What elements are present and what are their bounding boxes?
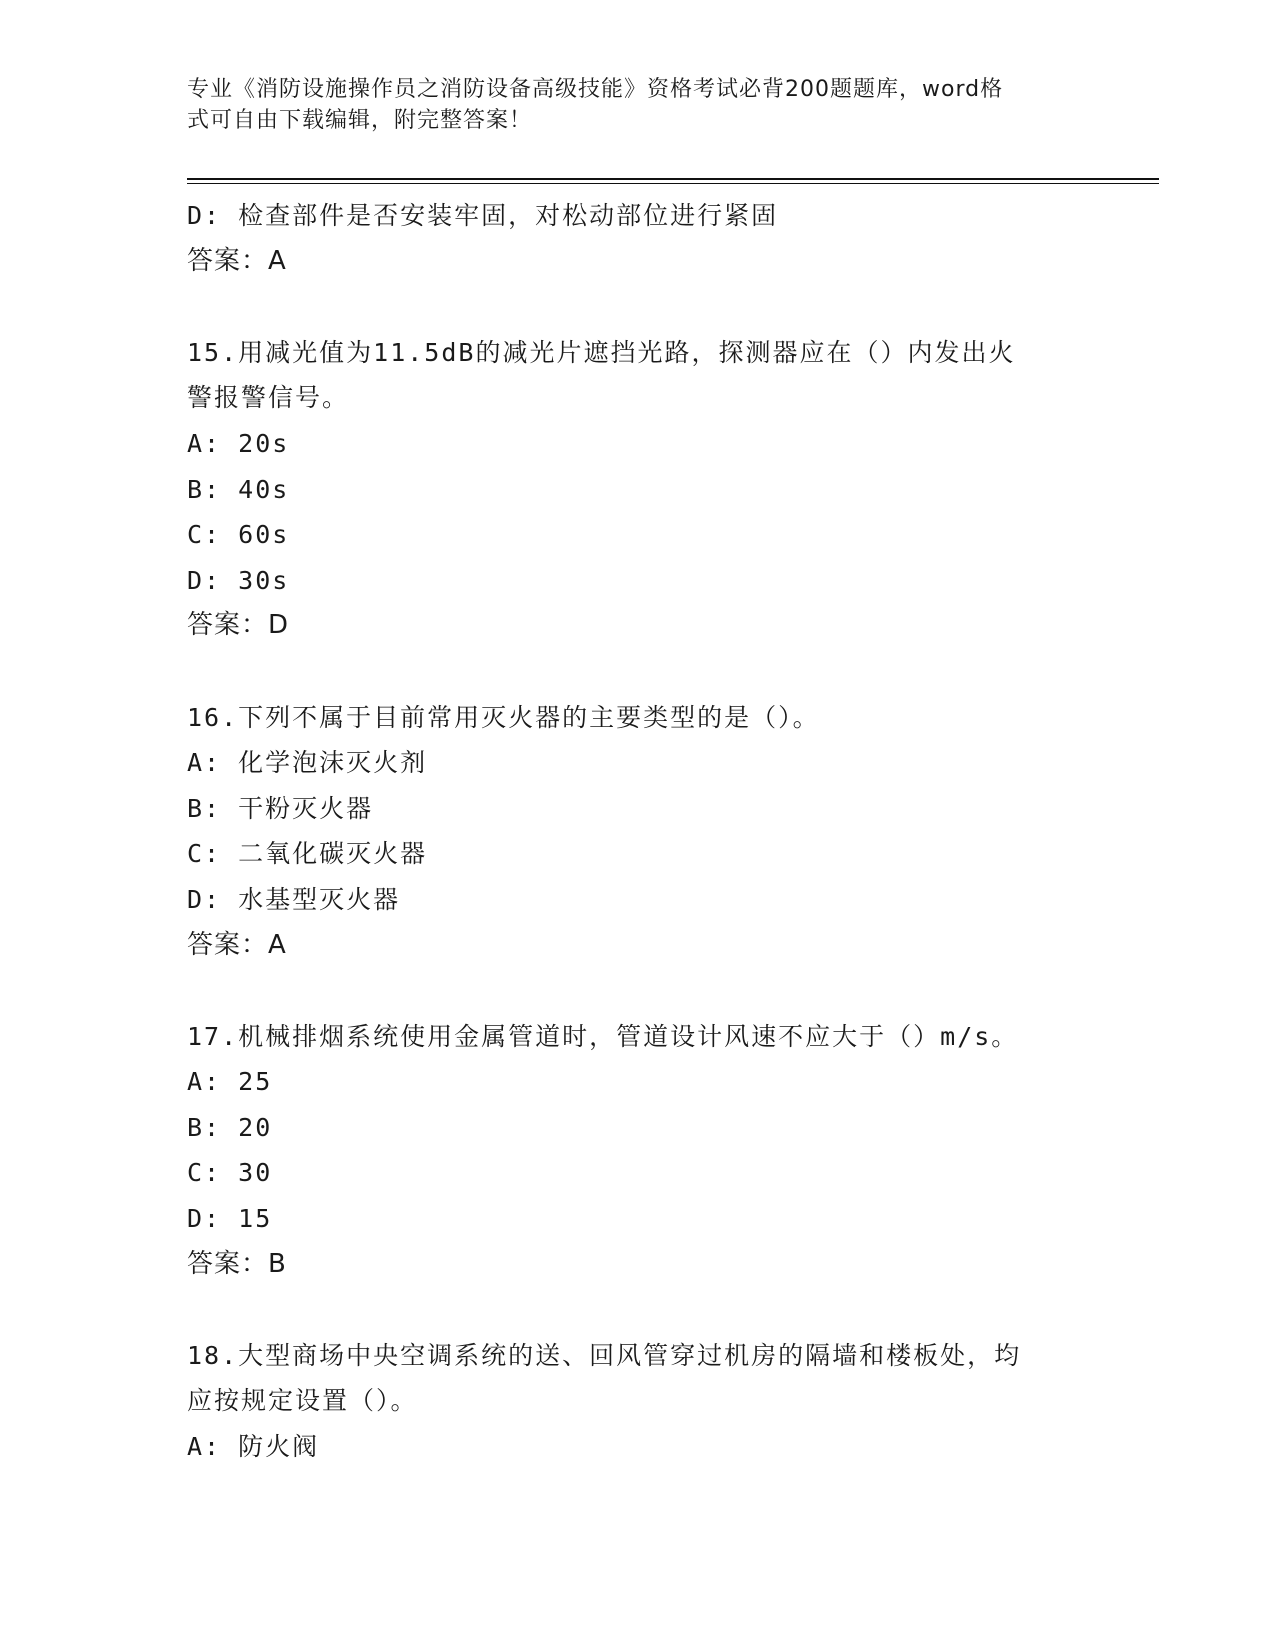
answer-line: 答案：A: [187, 929, 287, 960]
document-header: [187, 74, 1067, 136]
header-divider-thick: [187, 178, 1159, 180]
option-a: A: 化学泡沫灭火剂: [187, 748, 428, 778]
question-14-tail: [187, 193, 1087, 284]
question-16: [187, 695, 1087, 969]
header-divider-thin: [187, 183, 1159, 184]
question-stem-line: 16.下列不属于目前常用灭火器的主要类型的是（）。: [187, 702, 820, 732]
option-c: C: 60s: [187, 520, 290, 550]
option-a: A: 防火阀: [187, 1432, 320, 1462]
question-15: [187, 330, 1087, 649]
option-b: B: 40s: [187, 474, 290, 504]
header-line-2: 式可自由下载编辑，附完整答案！: [187, 108, 533, 133]
question-stem-line: 警报警信号。: [187, 383, 350, 413]
question-stem-line: 15.用减光值为11.5dB的减光片遮挡光路，探测器应在（）内发出火: [187, 337, 1016, 367]
option-d: D: 15: [187, 1204, 273, 1234]
spacer: [187, 649, 1087, 695]
option-b: B: 20: [187, 1112, 273, 1142]
question-stem-line: 应按规定设置（）。: [187, 1386, 418, 1416]
option-b: B: 干粉灭火器: [187, 793, 374, 823]
option-a: A: 20s: [187, 428, 290, 458]
question-stem-line: 17.机械排烟系统使用金属管道时，管道设计风速不应大于（）m/s。: [187, 1021, 1019, 1051]
option-a: A: 25: [187, 1067, 273, 1097]
spacer: [187, 1287, 1087, 1333]
option-c: C: 30: [187, 1158, 273, 1188]
question-17: [187, 1014, 1087, 1288]
answer-line: 答案：D: [187, 610, 290, 641]
option-d: D: 检查部件是否安装牢固，对松动部位进行紧固: [187, 201, 779, 230]
answer-line: 答案：A: [187, 245, 287, 276]
question-stem-line: 18.大型商场中央空调系统的送、回风管穿过机房的隔墙和楼板处，均: [187, 1340, 1022, 1370]
answer-line: 答案：B: [187, 1248, 287, 1279]
option-d: D: 30s: [187, 565, 290, 595]
question-18: [187, 1333, 1087, 1470]
option-d: D: 水基型灭火器: [187, 884, 401, 914]
question-list: [187, 193, 1087, 1470]
spacer: [187, 968, 1087, 1014]
header-line-1: 专业《消防设施操作员之消防设备高级技能》资格考试必背200题题库，word格: [187, 77, 1004, 102]
spacer: [187, 284, 1087, 330]
option-c: C: 二氧化碳灭火器: [187, 839, 428, 869]
